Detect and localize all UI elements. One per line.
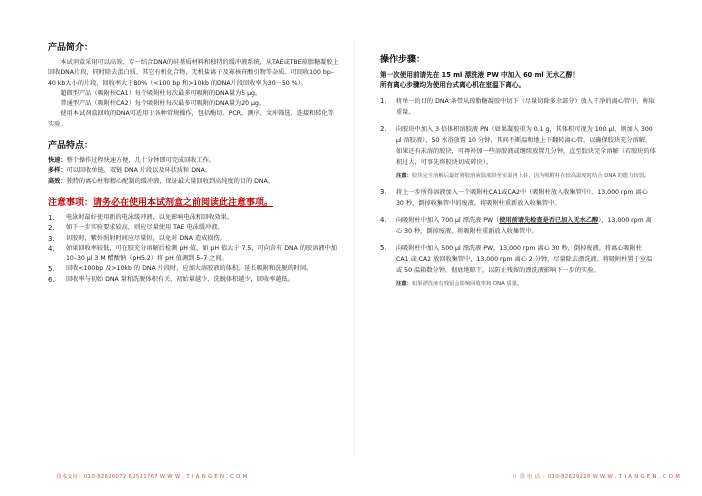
note-item: 6. 回收率与初始 DNA 量和洗脱体积有关，初始量越少、洗脱体积越少，回收率越低。 (48, 275, 294, 284)
steps-title: 操作步骤： (380, 55, 426, 65)
step-item: 4. 向吸附柱中加入 700 μl 漂洗液 PW（使用前请先检查是否已加入无水乙醇），13,000 rpm 离心 30 秒，倒掉废液，将吸附柱重新放入收集管中。 (380, 216, 652, 235)
steps-list-continued (380, 187, 656, 276)
intro-paragraph: 本试剂盒采用可以高效、专一结合DNA的硅基质材料和独特的缓冲液系统，从TAE或TBE琼脂糖凝胶上回收DNA片段，同时除去蛋白质、其它有机化合物、无机盐离子及寡核苷酸引物等杂质。可回收100 bp–40 kb大小的片段，回收率大于80%（<100 bp 和>10kb 的DNA片段回收率为30－50 %）。 (48, 59, 339, 87)
column-divider (354, 38, 355, 458)
steps-list (380, 96, 656, 168)
step-item: 1. 将单一的目的 DNA 条带从琼脂糖凝胶中切下（尽量切除多余部分）放入干净的离心管中，称取重量。 (380, 97, 655, 116)
note-item: 3. 切胶时，紫外照射时间应尽量短，以免对 DNA 造成损伤。 (48, 234, 226, 243)
intro-title: 产品简介： (48, 43, 94, 53)
note-item: 1. 电泳时最好使用新的电泳缓冲液，以免影响电泳和回收效果。 (48, 213, 234, 222)
step-note: 注意：如果漂洗液有残留会影响回收率和 DNA 质量。 (396, 281, 523, 287)
step-item: 5. 向吸附柱中加入 500 μl 漂洗液 PW，13,000 rpm 离心 30 秒，倒掉废液。将离心吸附柱 CA1 或 CA2 放回收集管中，13,000 rpm 离心 2 分钟，尽量除去漂洗液。将吸附柱置于室温或 50 温箱数分钟，彻底地晾干，以防止残留的漂洗液影响下一步的实验。 (380, 244, 653, 274)
note-item: 5. 回收<100bp 及>10kb 的 DNA 片段时，应加大溶胶液的体积，延长吸附和洗脱的时间。 (48, 265, 313, 274)
right-column (380, 52, 656, 295)
note-item: 4. 如果回收率较低，可在胶充分溶解后检测 pH 值，如 pH 值大于 7.5，可向含有 DNA 的胶溶液中加 10–30 μl 3 M 醋酸钠（pH5.2）将 pH 值调到 5–7 之间。 (48, 244, 337, 263)
intro-ca2: 普通型产品（吸附柱CA2）每个吸附柱每次最多可吸附的DNA量为20 μg。 (60, 100, 266, 108)
intro-ca1: 超微型产品（吸附柱CA1）每个吸附柱每次最多可吸附的DNA量为5 μg。 (60, 89, 262, 97)
step-item: 3. 将上一步所得溶液加入一个吸附柱CA1或CA2中（吸附柱放入收集管中），13,000 rpm 离心 30 秒，倒掉收集管中的废液，将吸附柱重新放入收集管中。 (380, 188, 648, 207)
intro-applications: 使用本试剂盒回收的DNA可适用于各种常规操作，包括酶切、PCR、测序、文库筛选、连接和转化等实验。 (48, 110, 334, 128)
notes-title: 注意事项：请务必在使用本试剂盒之前阅读此注意事项。 (48, 197, 274, 208)
ethanol-warning: 第一次使用前请先在 15 ml 漂洗液 PW 中加入 60 ml 无水乙醇！ (380, 71, 579, 79)
features-title: 产品特点： (48, 141, 94, 152)
step-item: 2. 向胶块中加入 3 倍体积溶胶液 PN（如果凝胶重为 0.1 g，其体积可视为 100 μl，则加入 300 μl 溶胶液），50 水浴放置 10 分钟，其间不断温和地上下翻转离心管，以确保胶块充分溶解。如果还有未溶的胶块，可再补加一些溶胶液或继续放置几分钟，直至胶块完全溶解（若胶块的体积过大，可事先将胶块切成碎块）。 (380, 125, 656, 166)
feature-item: 高效：独特的离心柱和精心配制的缓冲液，保证最大量回收到高纯度的目的 DNA。 (48, 177, 274, 185)
steps-preface (380, 70, 656, 90)
left-column (48, 40, 340, 285)
footer-order-phone: 订 货 电 话 ：010-82829228 W W W . T I A N G E N . C O M (512, 474, 681, 480)
centrifuge-note: 所有离心步骤均为使用台式离心机在室温下离心。 (380, 81, 526, 89)
note-item: 2. 如下一步实验要求较高，则应尽量使用 TAE 电泳缓冲液。 (48, 224, 224, 233)
feature-item: 快速：整个操作过程快速方便，几十分钟即可完成回收工作。 (48, 157, 216, 165)
footer-tech-support: 技术支持：010-82826072 62521767 W W W . T I A N G E N . C O M (56, 474, 248, 480)
feature-item: 多样：可以回收单链、双链 DNA 片段以及环状质粒 DNA。 (48, 167, 212, 175)
notes-list (48, 213, 340, 285)
features-list (48, 156, 340, 187)
step-note: 注意：胶块完全溶解后最好将胶溶液温度降至室温再上柱，因为吸附柱在较高温度时结合 DNA 的能力较弱。 (396, 173, 650, 179)
